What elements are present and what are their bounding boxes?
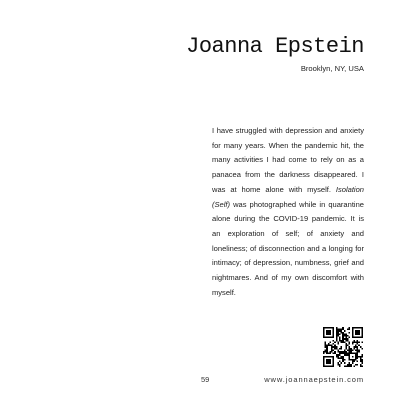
statement-text-part-2: was photographed while in quarantine alone during the COVID-19 pandemic. It is an exploration of self; of anxiety and loneliness; of disconnection and a longing for intimacy; of depression, numbness, grief and nightmares. And of my own discomfort with myself. xyxy=(212,199,364,297)
artist-statement xyxy=(212,124,364,300)
artist-location: Brooklyn, NY, USA xyxy=(300,64,364,73)
page-number: 59 xyxy=(201,375,210,384)
website-url[interactable]: www.joannaepstein.com xyxy=(264,375,364,384)
series-title: Isolation (Self) xyxy=(212,184,364,209)
artist-name: Joanna Epstein xyxy=(186,34,364,59)
statement-text-part-1: I have struggled with depression and anxiety for many years. When the pandemic hit, the many activities I had come to rely on as a panacea from the darkness disappeared. I was at home alone with myself. xyxy=(212,126,364,194)
qr-code-icon xyxy=(323,327,363,367)
